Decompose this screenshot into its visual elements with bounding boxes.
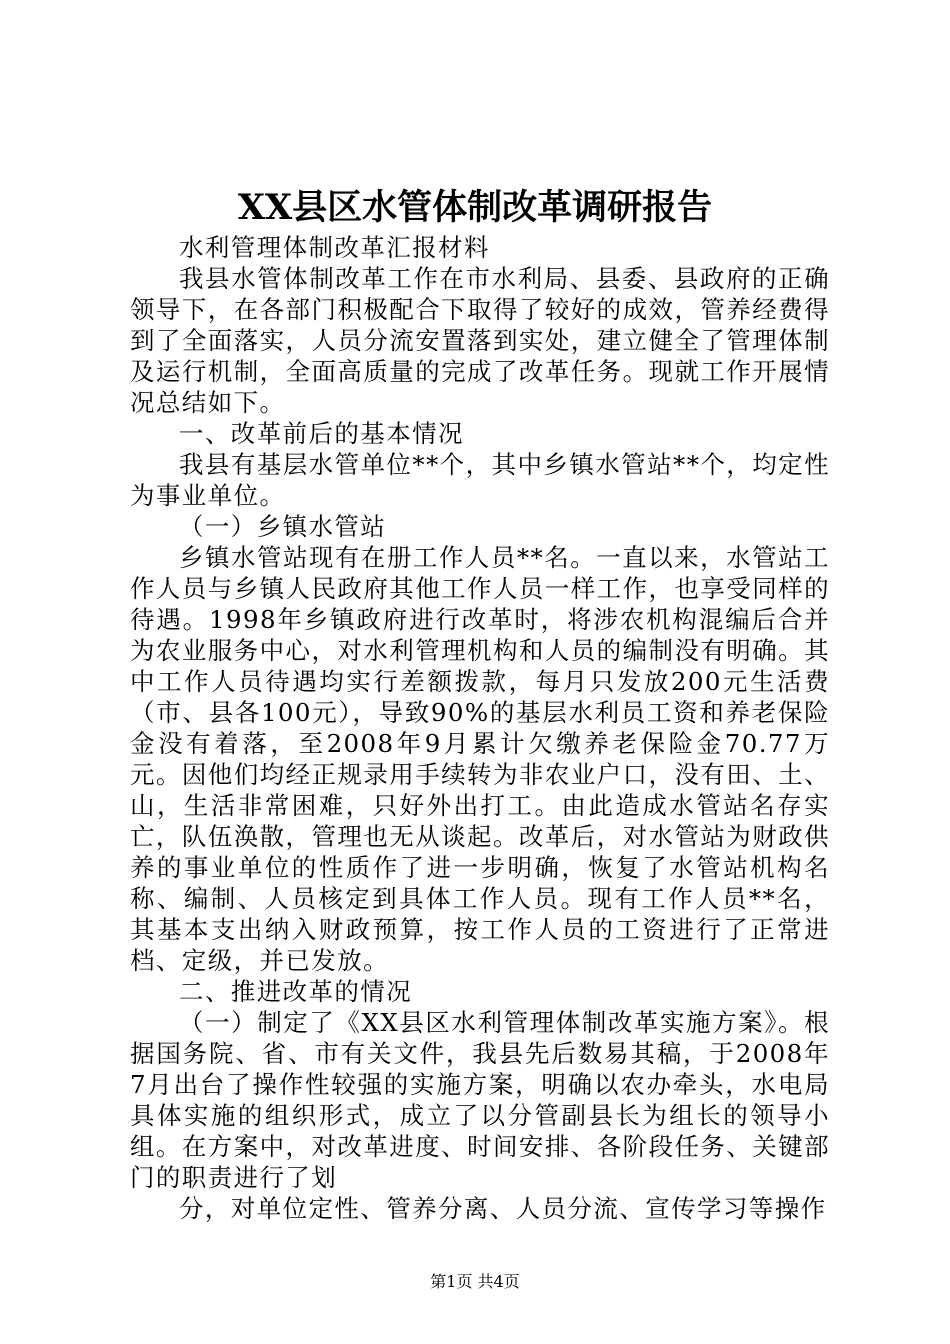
document-title: XX县区水管体制改革调研报告 xyxy=(237,187,713,228)
page-footer: 第1页 共4页 xyxy=(430,1272,520,1291)
subsection-heading-1-1: （一）乡镇水管站 xyxy=(179,512,387,541)
paragraph-subtitle: 水利管理体制改革汇报材料 xyxy=(179,233,490,262)
paragraph-continued: 分，对单位定性、管养分离、人员分流、宣传学习等操作 xyxy=(179,1194,827,1223)
section-heading-1: 一、改革前后的基本情况 xyxy=(179,419,464,448)
section-heading-2: 二、推进改革的情况 xyxy=(179,977,413,1006)
document-body xyxy=(130,232,830,1224)
paragraph-intro: 我县水管体制改革工作在市水利局、县委、县政府的正确领导下，在各部门积极配合下取得了较好的成效，管养经费得到了全面落实，人员分流安置落到实处，建立健全了管理体制及运行机制，全面高质量的完成了改革任务。现就工作开展情况总结如下。 xyxy=(130,264,830,417)
paragraph-plan: （一）制定了《XX县区水利管理体制改革实施方案》。根据国务院、省、市有关文件，我县先后数易其稿，于2008年7月出台了操作性较强的实施方案，明确以农办牵头，水电局具体实施的组织形式，成立了以分管副县长为组长的领导小组。在方案中，对改革进度、时间安排、各阶段任务、关键部门的职责进行了划 xyxy=(130,1008,830,1192)
paragraph-water-stations: 乡镇水管站现有在册工作人员**名。一直以来，水管站工作人员与乡镇人民政府其他工作人员一样工作，也享受同样的待遇。1998年乡镇政府进行改革时，将涉农机构混编后合并为农业服务中心，对水利管理机构和人员的编制没有明确。其中工作人员待遇均实行差额拨款，每月只发放200元生活费（市、县各100元），导致90%的基层水利员工资和养老保险金没有着落，至2008年9月累计欠缴养老保险金70.77万元。因他们均经正规录用手续转为非农业户口，没有田、土、山，生活非常困难，只好外出打工。由此造成水管站名存实亡，队伍涣散，管理也无从谈起。改革后，对水管站为财政供养的事业单位的性质作了进一步明确，恢复了水管站机构名称、编制、人员核定到具体工作人员。现有工作人员**名，其基本支出纳入财政预算，按工作人员的工资进行了正常进档、定级，并已发放。 xyxy=(130,543,830,975)
paragraph-units: 我县有基层水管单位**个，其中乡镇水管站**个，均定性为事业单位。 xyxy=(130,450,830,510)
